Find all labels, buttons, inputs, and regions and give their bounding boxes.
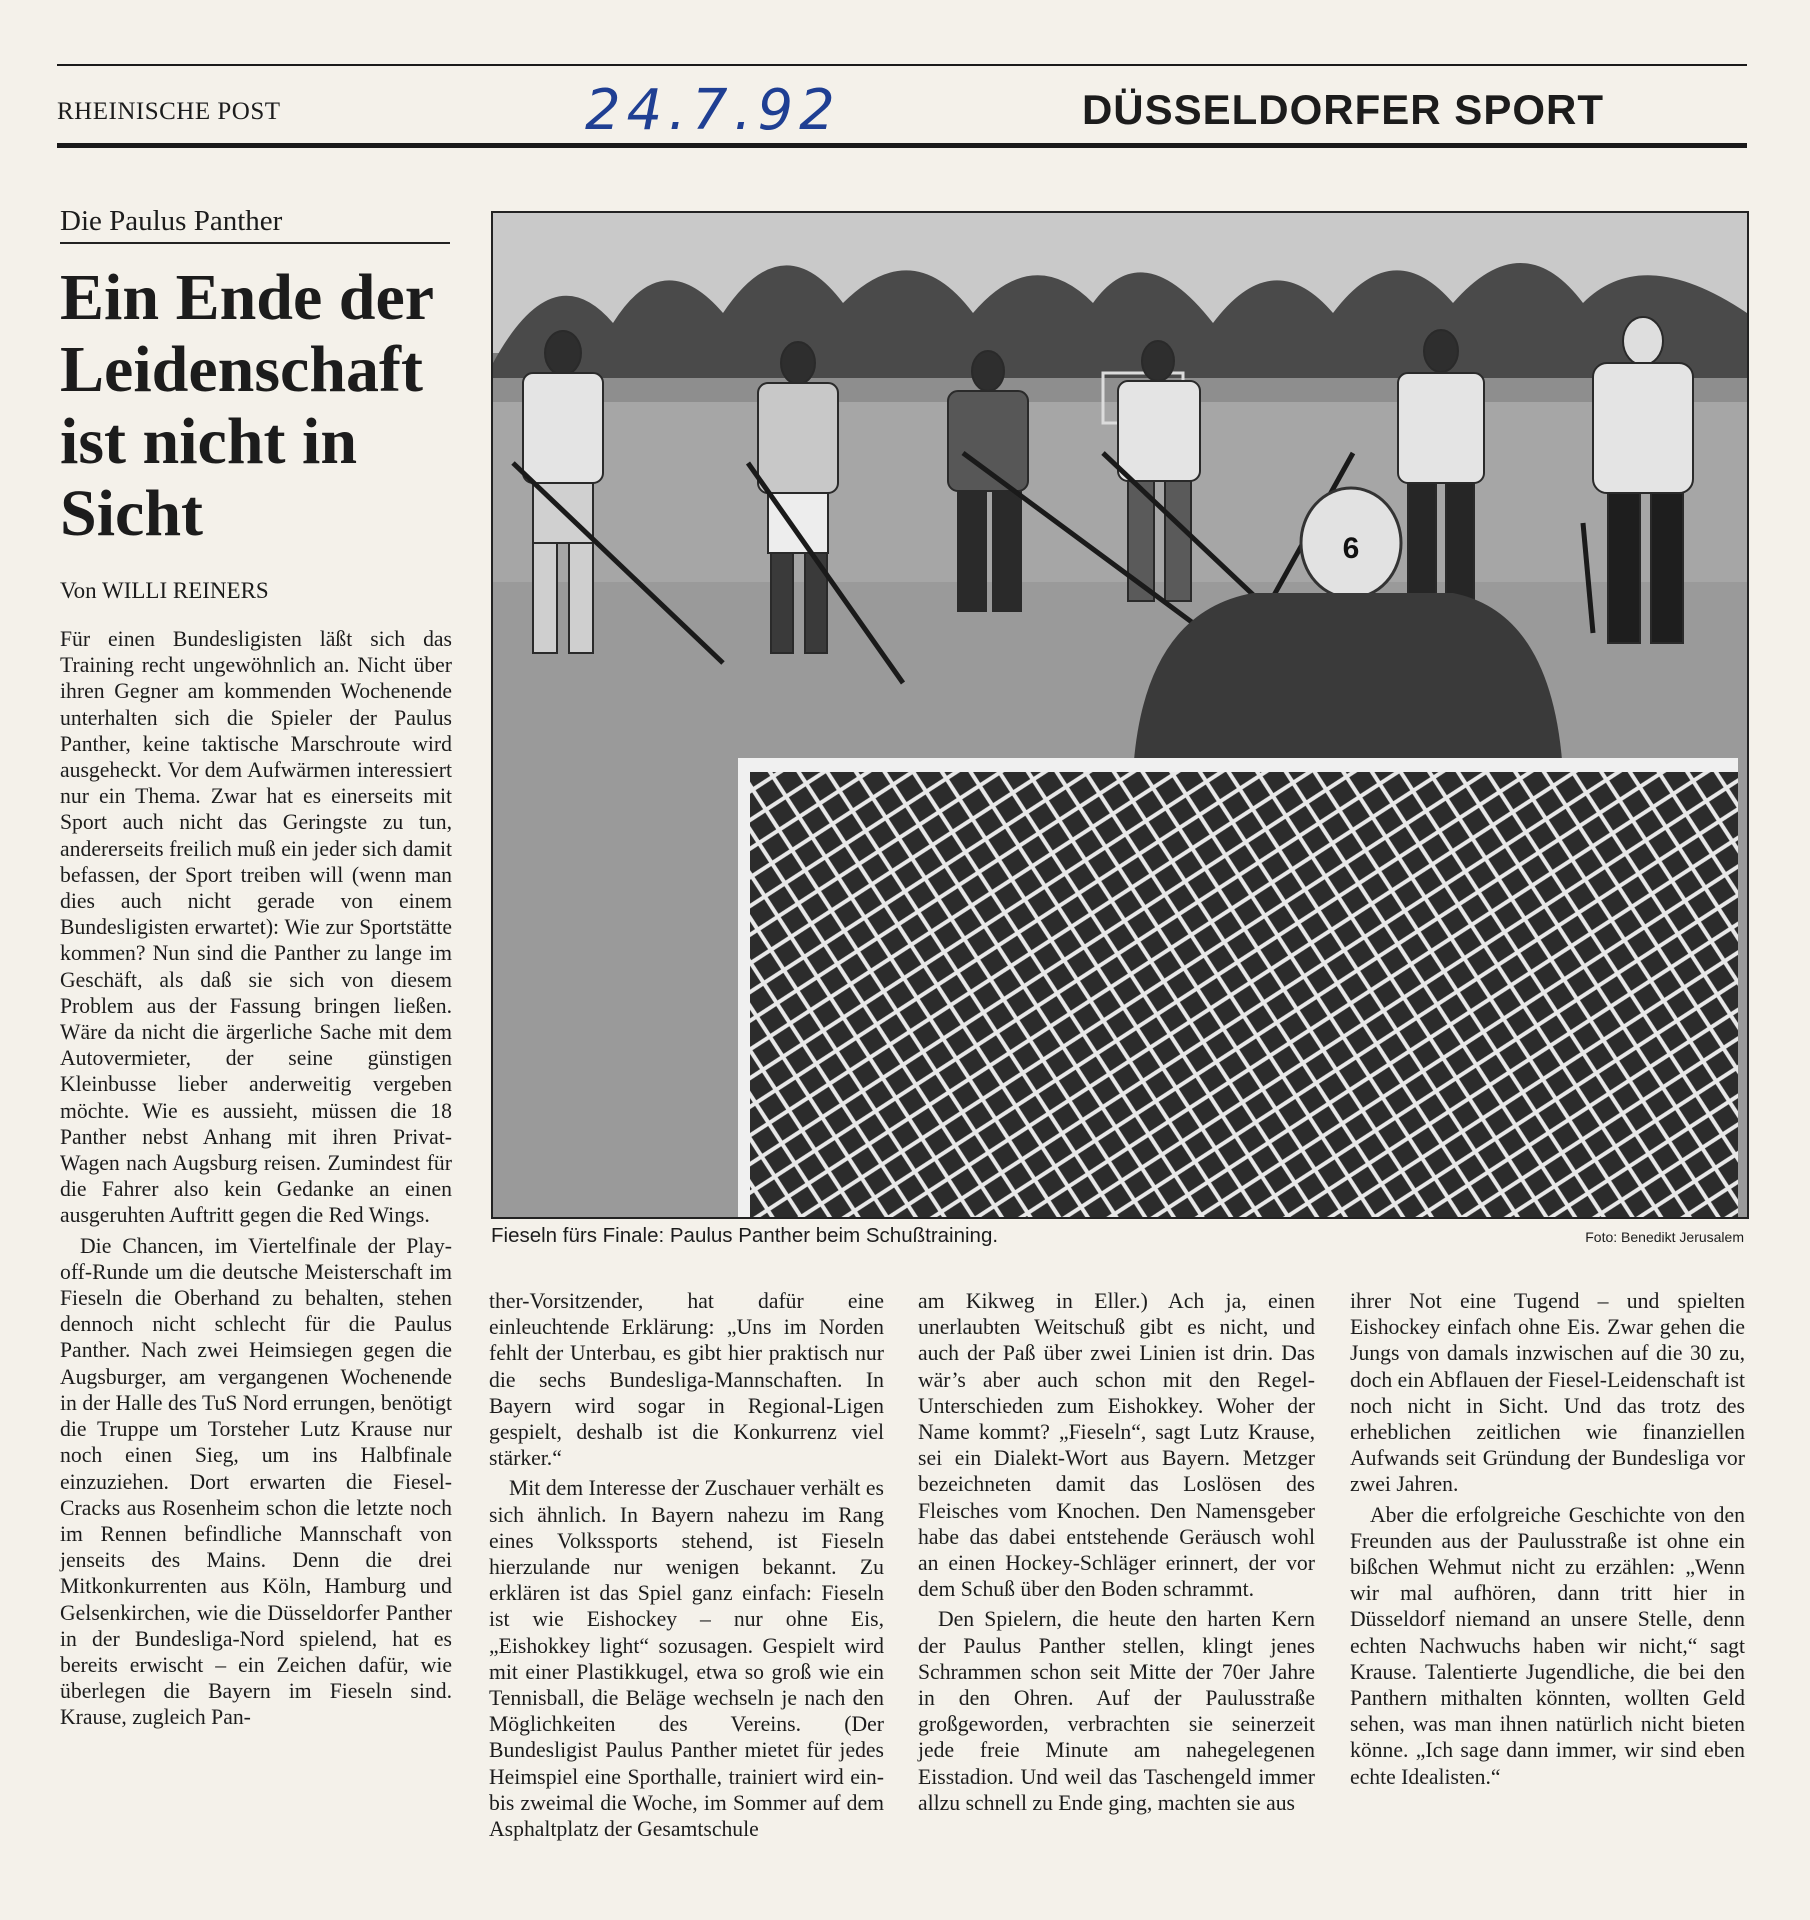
article-column-2 (489, 1288, 884, 1842)
section-title: DÜSSELDORFER SPORT (1081, 86, 1604, 133)
article-kicker: Die Paulus Panther (60, 205, 450, 244)
masthead-rule (57, 143, 1747, 148)
paragraph: Aber die erfolgreiche Geschichte von den Freunden aus der Paulusstraße ist ohne ein bißchen Wehmut nicht zu erzählen: „Wenn wir mal aufhören, dann tritt hier in Düsseldorf niemand an unsere Stelle, denn echten Nachwuchs haben wir nicht,“ sagt Krause. Talentierte Jugendliche, die bei den Panthern mithalten könnten, wollten Geld sehen, was man ihnen natürlich nicht bieten könne. „Ich sage dann immer, wir sind eben echte Idealisten.“ (1350, 1502, 1745, 1789)
paragraph: Den Spielern, die heute den harten Kern der Paulus Panther stellen, klingt jenes Schrammen schon seit Mitte der 70er Jahre in den Ohren. Auf der Paulusstraße großgeworden, verbrachten sie seinerzeit jede freie Minute am nahegelegenen Eisstadion. Und weil das Taschengeld immer allzu schnell zu Ende ging, machten sie aus (918, 1607, 1315, 1815)
handwritten-date: 24.7.92 (585, 78, 841, 143)
paragraph: Mit dem Interesse der Zuschauer verhält es sich ähnlich. In Bayern nahezu im Rang eines Volkssports stehend, ist Fieseln hierzulande nur wenigen bekannt. Zu erklären ist das Spiel ganz einfach: Fieseln ist wie Eishockey – nur ohne Eis, „Eishokkey light“ sozusagen. Gespielt wird mit einer Plastikkugel, etwa so groß wie ein Tennisball, die Beläge wechseln je nach den Möglichkeiten des Vereins. (Der Bundesligist Paulus Panther mietet für jedes Heimspiel eine Sporthalle, trainiert wird ein- bis zweimal die Woche, im Sommer auf dem Asphaltplatz der Gesamtschule (489, 1476, 884, 1842)
article-column-4 (1350, 1288, 1745, 1790)
newspaper-name: RHEINISCHE POST (57, 98, 281, 125)
article-column-1 (60, 626, 452, 1731)
article-byline: Von WILLI REINERS (60, 578, 269, 603)
paragraph: Die Chancen, im Viertelfinale der Play-off-Runde um die deutsche Meisterschaft im Fieseln die Oberhand zu behalten, stehen dennoch nicht schlecht für die Paulus Panther. Nach zwei Heimsiegen gegen die Augsburger, am vergangenen Wochenende in der Halle des TuS Nord errungen, benötigt die Truppe um Torsteher Lutz Krause nur noch einen Sieg, um ins Halbfinale einzuziehen. Dort erwarten die Fiesel-Cracks aus Rosenheim schon die letzte noch im Rennen befindliche Mannschaft von jenseits des Mains. Denn die drei Mitkonkurrenten aus Köln, Hamburg und Gelsenkirchen, wie die Düsseldorfer Panther in der Bundesliga-Nord spielend, hat es bereits erwischt – ein Zeichen dafür, wie überlegen die Bayern im Fieseln sind. Krause, zugleich Pan- (60, 1233, 452, 1730)
paragraph: Für einen Bundesligisten läßt sich das Training recht ungewöhnlich an. Nicht über ihren Gegner am kommenden Wochenende unterhalten sich die Spieler der Paulus Panther, keine taktische Marschroute wird ausgeheckt. Vor dem Aufwärmen interessiert nur ein Thema. Zwar hat es einerseits mit Sport auch nicht das Geringste zu tun, andererseits freilich muß ein jeder sich damit befassen, der Sport treiben will (wenn man dies auch nicht gerade von einem Bundesligisten erwartet): Wie zur Sportstätte kommen? Nun sind die Panther zu lange im Geschäft, als daß sie sich von diesem Problem aus der Fassung bringen ließen. Wäre da nicht die ärgerliche Sache mit dem Autovermieter, der seine günstigen Kleinbusse lieber anderweitig vergeben möchte. Wie es aussieht, müssen die 18 Panther nebst Anhang mit ihren Privat-Wagen nach Augsburg reisen. Zumindest für die Fahrer also kein Gedanke an einen ausgeruhten Auftritt gegen die Red Wings. (60, 627, 452, 1228)
paragraph: am Kikweg in Eller.) Ach ja, einen unerlaubten Weitschuß gibt es nicht, und auch der Paß über zwei Linien ist drin. Das wär’s aber auch schon mit den Regel-Unterschieden zum Eishokkey. Woher der Name kommt? „Fieseln“, sagt Lutz Krause, sei ein Dialekt-Wort aus Bayern. Metzger bezeichneten damit das Loslösen des Fleisches vom Knochen. Den Namensgeber habe das dabei entstehende Geräusch wohl an einen Hockey-Schläger erinnert, der vor dem Schuß über den Boden schrammt. (918, 1289, 1315, 1602)
article-column-3 (918, 1288, 1315, 1816)
hockey-training-photo (493, 213, 1747, 1217)
top-rule (57, 64, 1747, 66)
article-headline: Ein Ende der Leidenschaft ist nicht in Sicht (60, 261, 433, 550)
paragraph: ther-Vorsitzender, hat dafür eine einleuchtende Erklärung: „Uns im Norden fehlt der Unterbau, es gibt hier praktisch nur die sechs Bundesliga-Mannschaften. In Bayern wird sogar in Regional-Ligen gespielt, deshalb ist die Konkurrenz viel stärker.“ (489, 1289, 884, 1471)
photo-caption: Fieseln fürs Finale: Paulus Panther beim Schußtraining. (491, 1224, 999, 1247)
article-photo (491, 211, 1749, 1219)
paragraph: ihrer Not eine Tugend – und spielten Eishockey einfach ohne Eis. Zwar gehen die Jungs von damals inzwischen auf die 30 zu, doch ein Abflauen der Fiesel-Leidenschaft ist noch nicht in Sicht. Und das trotz des erheblichen zeitlichen wie finanziellen Aufwands seit Gründung der Bundesliga vor zwei Jahren. (1350, 1289, 1745, 1497)
jersey-number: 6 (1342, 532, 1360, 565)
photo-credit: Foto: Benedikt Jerusalem (1585, 1229, 1744, 1245)
hockey-goal-net (738, 758, 1738, 1217)
